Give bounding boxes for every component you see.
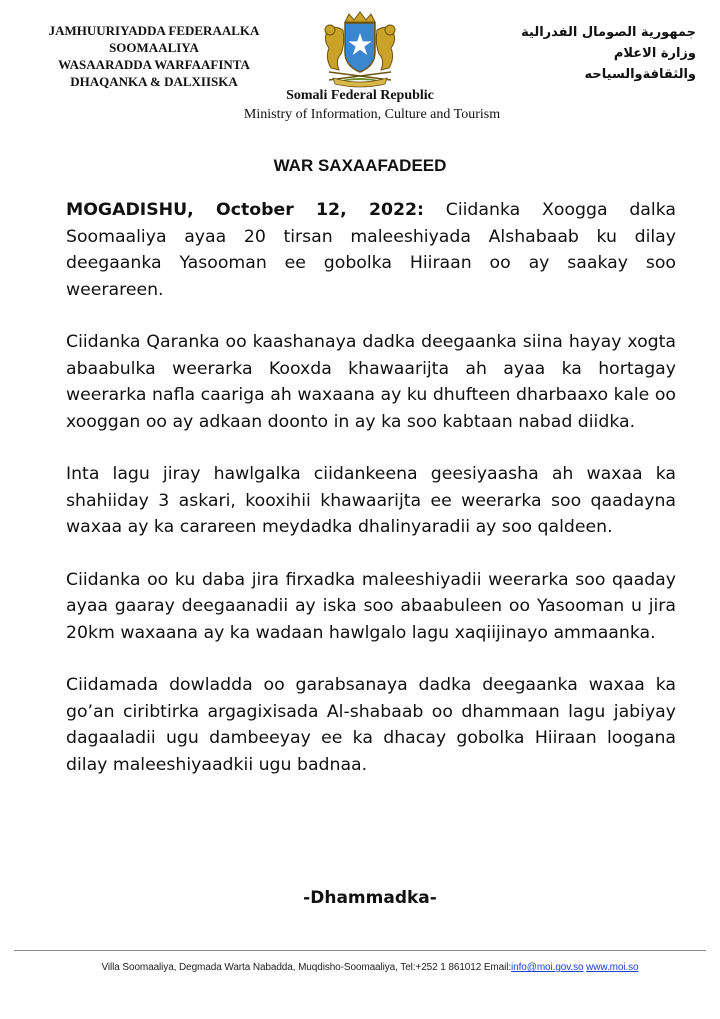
paragraph-1: [66, 197, 676, 303]
letterhead-arabic: [496, 22, 696, 85]
paragraph-3: Inta lagu jiray hawlgalka ciidankeena geesiyaasha ah waxaa ka shahiiday 3 askari, kooxihii khawaarijta ee weerarka soo qaadayna waxaa ay ka carareen meydadka dhalinyaradii ay soo qaldeen.: [66, 464, 676, 537]
letterhead-line: جمهورية الصومال الفدرالية: [521, 25, 696, 40]
paragraph-text: Ciidanka Xoogga dalka Soomaaliya ayaa 20 tirsan maleeshiyada Alshabaab ku dilay deegaanka Yasooman ee gobolka Hiiraan oo ay saakay soo weerareen.: [66, 200, 676, 300]
letterhead-line: والثقافةوالسياحه: [584, 67, 696, 82]
somalia-coat-of-arms-icon: [305, 8, 415, 88]
closing-mark: -Dhammadka-: [303, 888, 437, 908]
document-title: WAR SAXAAFADEED: [273, 156, 447, 175]
letterhead-line: وزارة الاعلام: [613, 46, 696, 61]
letterhead-line: WASAARADDA WARFAAFINTA: [58, 57, 250, 72]
ministry-name: Ministry of Information, Culture and Tourism: [243, 107, 501, 122]
paragraph-4: Ciidanka oo ku daba jira firxadka maleeshiyadii weerarka soo qaaday ayaa gaaray deegaanadii ay iska soo abaabuleen oo Yasooman u jira 20km waxaana ay ka wadaan hawlgalo lagu xaqiijinayo ammaanka.: [66, 569, 676, 643]
paragraph-5: Ciidamada dowladda oo garabsanaya dadka deegaanka waxaa ka go’an ciribtirka argagixisada Al-shabaab oo dhammaan lagu jabiyay dagaaladii ugu dambeeyay ee ka dhacay gobolka Hiiraan loogana dilay maleeshiyaadkii ugu badnaa.: [66, 675, 676, 775]
letterhead-line: JAMHUURIYADDA FEDERAALKA: [48, 23, 260, 38]
press-release-body: [66, 197, 676, 804]
footer: [0, 962, 720, 973]
website-link[interactable]: www.moi.so: [586, 962, 639, 973]
letterhead-line: SOOMAALIYA: [109, 40, 199, 55]
dateline: MOGADISHU, October 12, 2022:: [66, 200, 424, 220]
letterhead-line: DHAQANKA & DALXIISKA: [70, 74, 238, 89]
republic-name: Somali Federal Republic: [286, 88, 434, 103]
paragraph-2: Ciidanka Qaranka oo kaashanaya dadka deegaanka siina hayay xogta abaabulka weerarka Kooxda khawaarijta ah ayaa ka hortagay weerarka nafla caariga ah waxaana ay ku dhufteen dharbaaxo kale oo xooggan oo ay adkaan doonto in ay ka soo kabtaan nabad diidka.: [66, 332, 676, 432]
footer-divider: [14, 950, 706, 951]
footer-address: Villa Soomaaliya, Degmada Warta Nabadda, Muqdisho-Soomaaliya, Tel:+252 1 861012 Email:: [101, 962, 512, 973]
letterhead-somali: [30, 22, 278, 90]
email-link[interactable]: info@moi.gov.so: [511, 962, 584, 973]
